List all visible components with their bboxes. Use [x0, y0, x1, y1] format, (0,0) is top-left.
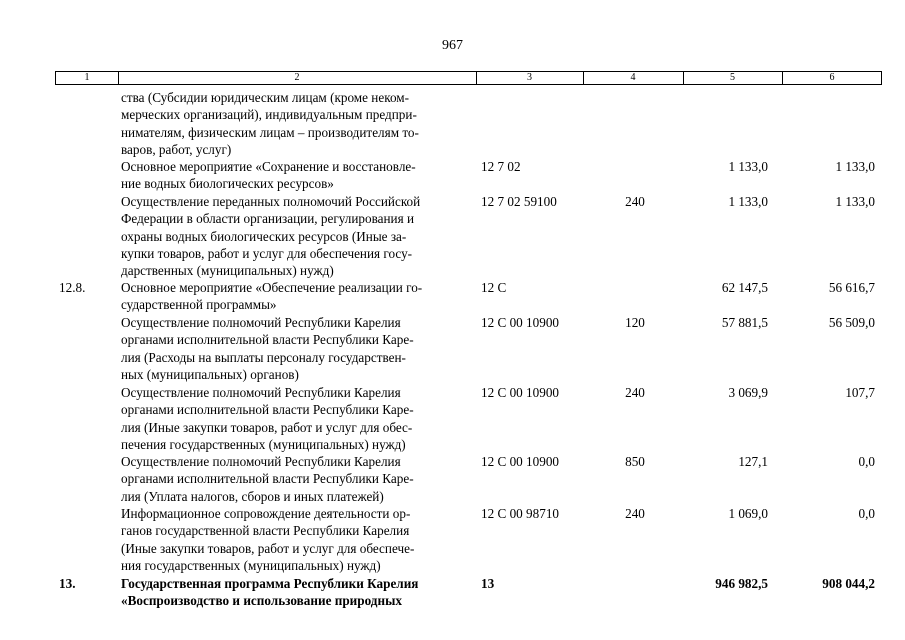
description-line: Осуществление полномочий Республики Карелия: [121, 315, 401, 330]
row-number: 13.: [59, 576, 76, 591]
row-expense-type: 850: [625, 454, 645, 469]
row-code: 12 С 00 10900: [481, 454, 560, 469]
description-line: варов, работ, услуг): [121, 141, 232, 157]
row-description: [121, 314, 469, 383]
description-line: органами исполнительной власти Республики Каре-: [121, 471, 414, 487]
header-divider: [583, 72, 584, 84]
row-description: [121, 384, 469, 453]
row-value-2: 107,7: [845, 385, 875, 400]
row-value-2: 0,0: [858, 454, 875, 469]
header-col-6: 6: [829, 72, 835, 83]
row-description: [121, 279, 469, 314]
row-value-1: 946 982,5: [715, 576, 768, 591]
description-line: печения государственных (муниципальных) нужд): [121, 436, 406, 452]
row-value-1: 1 133,0: [728, 194, 768, 209]
description-line: охраны водных биологических ресурсов (Иные за-: [121, 228, 407, 244]
description-line: (Иные закупки товаров, работ и услуг для обеспече-: [121, 540, 415, 556]
row-description: [121, 158, 469, 193]
row-expense-type: 120: [625, 315, 645, 330]
row-code: 12 7 02 59100: [481, 194, 557, 209]
description-line: Осуществление полномочий Республики Карелия: [121, 454, 401, 469]
row-code: 13: [481, 576, 495, 591]
row-description: [121, 453, 469, 505]
header-col-3: 3: [527, 72, 532, 83]
row-value-2: 0,0: [858, 506, 875, 521]
description-line: нимателям, физическим лицам – производителям то-: [121, 124, 419, 140]
description-line: сударственной программы»: [121, 297, 277, 313]
header-divider: [683, 72, 684, 84]
description-line: органами исполнительной власти Республики Каре-: [121, 332, 414, 348]
header-divider: [476, 72, 477, 84]
row-description: [121, 575, 469, 610]
row-value-2: 56 509,0: [828, 315, 875, 330]
budget-table: [55, 71, 882, 609]
header-col-2: 2: [294, 72, 300, 83]
description-line: Основное мероприятие «Сохранение и восстановле-: [121, 159, 416, 174]
header-col-4: 4: [630, 72, 636, 83]
row-value-2: 908 044,2: [822, 576, 875, 591]
table-header-row: [55, 71, 882, 85]
header-col-1: 1: [84, 72, 90, 83]
row-value-1: 3 069,9: [728, 385, 768, 400]
row-value-1: 1 069,0: [728, 506, 768, 521]
page-number: 967: [442, 38, 463, 53]
row-value-1: 127,1: [738, 454, 768, 469]
row-expense-type: 240: [625, 385, 645, 400]
row-description: [121, 89, 469, 158]
row-value-2: 1 133,0: [835, 159, 875, 174]
description-line: лия (Уплата налогов, сборов и иных платежей): [121, 488, 384, 504]
description-line: Осуществление полномочий Республики Карелия: [121, 385, 401, 400]
description-line: лия (Расходы на выплаты персоналу государствен-: [121, 349, 406, 365]
description-line: Основное мероприятие «Обеспечение реализации го-: [121, 280, 423, 295]
description-line: лия (Иные закупки товаров, работ и услуг для обес-: [121, 419, 413, 435]
row-value-2: 56 616,7: [828, 280, 875, 295]
row-number: 12.8.: [59, 280, 86, 295]
row-value-1: 1 133,0: [728, 159, 768, 174]
row-value-2: 1 133,0: [835, 194, 875, 209]
description-line: мерческих организаций), индивидуальным предпри-: [121, 107, 417, 123]
description-line: ных (муниципальных) органов): [121, 366, 299, 382]
header-divider: [118, 72, 119, 84]
description-line: Государственная программа Республики Карелия: [121, 576, 419, 591]
row-value-1: 57 881,5: [721, 315, 768, 330]
description-line: Информационное сопровождение деятельности ор-: [121, 506, 411, 521]
description-line: ганов государственной власти Республики Карелия: [121, 523, 410, 539]
description-line: дарственных (муниципальных) нужд): [121, 263, 334, 279]
row-expense-type: 240: [625, 506, 645, 521]
description-line: ства (Субсидии юридическим лицам (кроме неком-: [121, 90, 410, 105]
description-line: Федерации в области организации, регулирования и: [121, 211, 415, 227]
description-line: ние водных биологических ресурсов»: [121, 176, 334, 192]
row-code: 12 С 00 10900: [481, 315, 560, 330]
row-code: 12 7 02: [481, 159, 521, 174]
description-line: «Воспроизводство и использование природных: [121, 593, 402, 609]
row-code: 12 С: [481, 280, 507, 295]
row-description: [121, 193, 469, 279]
row-description: [121, 505, 469, 574]
row-expense-type: 240: [625, 194, 645, 209]
row-value-1: 62 147,5: [721, 280, 768, 295]
header-divider: [782, 72, 783, 84]
row-code: 12 С 00 98710: [481, 506, 560, 521]
description-line: органами исполнительной власти Республики Каре-: [121, 402, 414, 418]
header-col-5: 5: [730, 72, 735, 83]
row-code: 12 С 00 10900: [481, 385, 560, 400]
description-line: купки товаров, работ и услуг для обеспечения госу-: [121, 245, 413, 261]
description-line: ния государственных (муниципальных) нужд): [121, 557, 381, 573]
description-line: Осуществление переданных полномочий Российской: [121, 194, 421, 209]
